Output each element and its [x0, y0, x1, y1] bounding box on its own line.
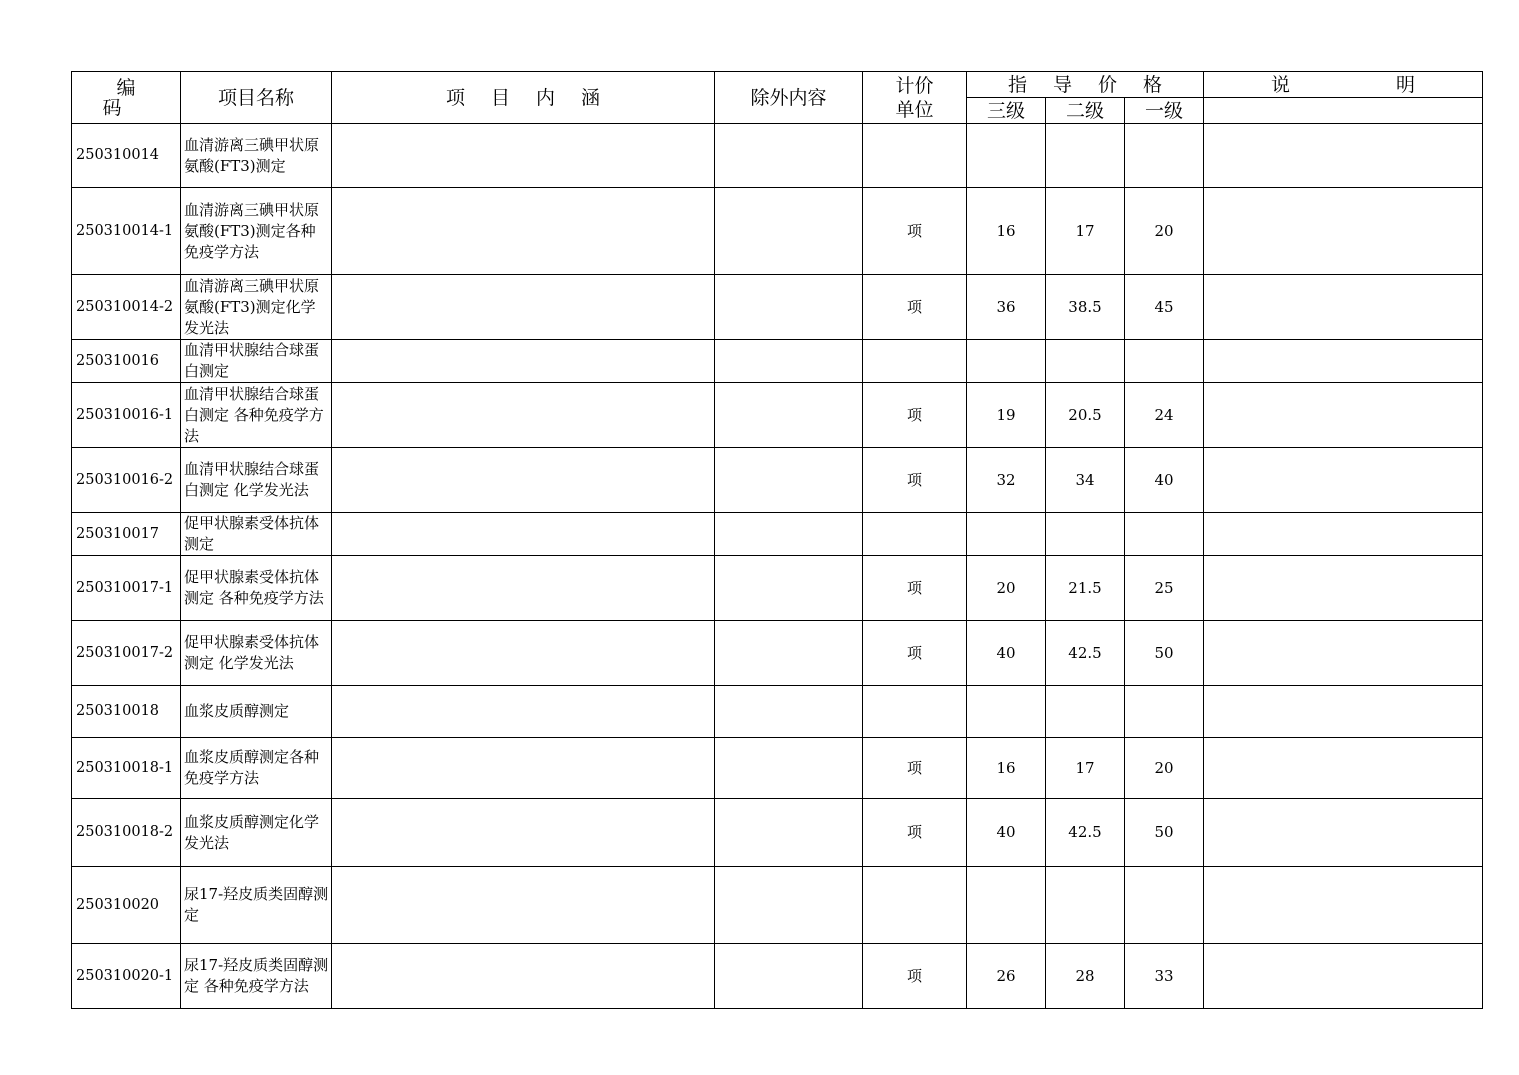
cell-code: 250310014-1	[72, 188, 181, 275]
cell-p2: 38.5	[1046, 275, 1125, 340]
cell-unit: 项	[863, 383, 967, 448]
cell-p1: 20	[1125, 188, 1204, 275]
cell-name: 血浆皮质醇测定各种免疫学方法	[181, 738, 332, 799]
cell-excluded	[715, 275, 863, 340]
cell-p2: 17	[1046, 738, 1125, 799]
cell-p2	[1046, 340, 1125, 383]
cell-code: 250310018-1	[72, 738, 181, 799]
table-row	[72, 556, 1483, 621]
cell-p1: 50	[1125, 799, 1204, 867]
cell-remark	[1204, 188, 1483, 275]
cell-p2: 42.5	[1046, 799, 1125, 867]
cell-p2	[1046, 513, 1125, 556]
cell-p3	[967, 867, 1046, 944]
cell-unit: 项	[863, 275, 967, 340]
cell-excluded	[715, 621, 863, 686]
cell-name: 尿17-羟皮质类固醇测定 各种免疫学方法	[181, 944, 332, 1009]
cell-content	[332, 188, 715, 275]
cell-p1: 40	[1125, 448, 1204, 513]
cell-remark	[1204, 383, 1483, 448]
header-unit-line1: 计价	[895, 74, 934, 97]
cell-p3: 40	[967, 799, 1046, 867]
cell-code: 250310014-2	[72, 275, 181, 340]
header-level1: 一级	[1125, 98, 1204, 124]
cell-name: 促甲状腺素受体抗体测定	[181, 513, 332, 556]
cell-excluded	[715, 188, 863, 275]
header-remark: 说 明	[1204, 72, 1483, 98]
cell-code: 250310016-1	[72, 383, 181, 448]
table-row	[72, 275, 1483, 340]
price-table	[71, 71, 1483, 1009]
cell-remark	[1204, 738, 1483, 799]
cell-content	[332, 124, 715, 188]
cell-p3: 20	[967, 556, 1046, 621]
cell-remark	[1204, 340, 1483, 383]
cell-p3	[967, 686, 1046, 738]
cell-unit: 项	[863, 944, 967, 1009]
cell-p1	[1125, 867, 1204, 944]
cell-p3	[967, 340, 1046, 383]
cell-excluded	[715, 799, 863, 867]
price-table-sheet	[71, 71, 1482, 1008]
cell-p1	[1125, 340, 1204, 383]
cell-p3: 32	[967, 448, 1046, 513]
cell-content	[332, 275, 715, 340]
cell-content	[332, 738, 715, 799]
cell-name: 促甲状腺素受体抗体测定 化学发光法	[181, 621, 332, 686]
cell-code: 250310017-1	[72, 556, 181, 621]
table-row	[72, 686, 1483, 738]
cell-excluded	[715, 738, 863, 799]
cell-unit	[863, 867, 967, 944]
cell-p1: 45	[1125, 275, 1204, 340]
cell-p3: 36	[967, 275, 1046, 340]
cell-p3: 19	[967, 383, 1046, 448]
cell-remark	[1204, 686, 1483, 738]
cell-name: 促甲状腺素受体抗体测定 各种免疫学方法	[181, 556, 332, 621]
cell-excluded	[715, 513, 863, 556]
cell-name: 血浆皮质醇测定化学发光法	[181, 799, 332, 867]
cell-code: 250310020-1	[72, 944, 181, 1009]
cell-code: 250310016-2	[72, 448, 181, 513]
cell-p1	[1125, 124, 1204, 188]
cell-p1: 33	[1125, 944, 1204, 1009]
cell-unit: 项	[863, 738, 967, 799]
cell-name: 尿17-羟皮质类固醇测定	[181, 867, 332, 944]
cell-code: 250310020	[72, 867, 181, 944]
cell-code: 250310017-2	[72, 621, 181, 686]
cell-unit	[863, 124, 967, 188]
cell-remark	[1204, 124, 1483, 188]
cell-name: 血清甲状腺结合球蛋白测定 各种免疫学方法	[181, 383, 332, 448]
table-row	[72, 867, 1483, 944]
cell-unit	[863, 340, 967, 383]
cell-remark	[1204, 556, 1483, 621]
cell-content	[332, 513, 715, 556]
cell-remark	[1204, 513, 1483, 556]
header-name: 项目名称	[181, 72, 332, 124]
cell-excluded	[715, 448, 863, 513]
cell-p3: 40	[967, 621, 1046, 686]
cell-code: 250310017	[72, 513, 181, 556]
table-row	[72, 738, 1483, 799]
cell-content	[332, 448, 715, 513]
cell-p2: 21.5	[1046, 556, 1125, 621]
cell-name: 血清甲状腺结合球蛋白测定	[181, 340, 332, 383]
cell-p2: 42.5	[1046, 621, 1125, 686]
cell-code: 250310014	[72, 124, 181, 188]
table-row	[72, 621, 1483, 686]
cell-excluded	[715, 556, 863, 621]
header-content: 项 目 内 涵	[332, 72, 715, 124]
cell-code: 250310018-2	[72, 799, 181, 867]
header-excluded: 除外内容	[715, 72, 863, 124]
header-code: 编 码	[72, 72, 181, 124]
cell-remark	[1204, 944, 1483, 1009]
cell-content	[332, 799, 715, 867]
cell-p3: 26	[967, 944, 1046, 1009]
cell-remark	[1204, 621, 1483, 686]
cell-p1: 25	[1125, 556, 1204, 621]
header-level2: 二级	[1046, 98, 1125, 124]
cell-name: 血清游离三碘甲状原氨酸(FT3)测定各种免疫学方法	[181, 188, 332, 275]
cell-p1: 50	[1125, 621, 1204, 686]
header-price-group: 指 导 价 格	[967, 72, 1204, 98]
header-unit	[863, 72, 967, 124]
cell-p2	[1046, 686, 1125, 738]
cell-excluded	[715, 340, 863, 383]
cell-name: 血清游离三碘甲状原氨酸(FT3)测定化学发光法	[181, 275, 332, 340]
table-row	[72, 448, 1483, 513]
table-row	[72, 513, 1483, 556]
cell-p2: 17	[1046, 188, 1125, 275]
cell-content	[332, 944, 715, 1009]
cell-remark	[1204, 867, 1483, 944]
cell-excluded	[715, 686, 863, 738]
cell-code: 250310016	[72, 340, 181, 383]
cell-unit: 项	[863, 556, 967, 621]
cell-p2: 28	[1046, 944, 1125, 1009]
cell-unit	[863, 686, 967, 738]
cell-p3	[967, 124, 1046, 188]
cell-content	[332, 621, 715, 686]
cell-p2: 34	[1046, 448, 1125, 513]
cell-unit: 项	[863, 188, 967, 275]
cell-p1	[1125, 513, 1204, 556]
cell-p3	[967, 513, 1046, 556]
cell-p2	[1046, 124, 1125, 188]
cell-p2	[1046, 867, 1125, 944]
cell-unit: 项	[863, 621, 967, 686]
cell-remark	[1204, 799, 1483, 867]
cell-name: 血清游离三碘甲状原氨酸(FT3)测定	[181, 124, 332, 188]
cell-content	[332, 556, 715, 621]
cell-remark	[1204, 448, 1483, 513]
cell-code: 250310018	[72, 686, 181, 738]
cell-unit: 项	[863, 448, 967, 513]
cell-remark	[1204, 275, 1483, 340]
cell-content	[332, 340, 715, 383]
table-row	[72, 383, 1483, 448]
header-unit-line2: 单位	[895, 98, 934, 121]
cell-p3: 16	[967, 738, 1046, 799]
cell-p1: 24	[1125, 383, 1204, 448]
header-remark-blank	[1204, 98, 1483, 124]
cell-excluded	[715, 383, 863, 448]
cell-name: 血浆皮质醇测定	[181, 686, 332, 738]
cell-name: 血清甲状腺结合球蛋白测定 化学发光法	[181, 448, 332, 513]
cell-content	[332, 686, 715, 738]
table-row	[72, 124, 1483, 188]
table-row	[72, 340, 1483, 383]
cell-unit: 项	[863, 799, 967, 867]
cell-content	[332, 383, 715, 448]
cell-excluded	[715, 944, 863, 1009]
cell-p2: 20.5	[1046, 383, 1125, 448]
cell-p1	[1125, 686, 1204, 738]
cell-p1: 20	[1125, 738, 1204, 799]
cell-excluded	[715, 867, 863, 944]
cell-p3: 16	[967, 188, 1046, 275]
table-row	[72, 188, 1483, 275]
cell-content	[332, 867, 715, 944]
cell-excluded	[715, 124, 863, 188]
table-row	[72, 799, 1483, 867]
header-level3: 三级	[967, 98, 1046, 124]
cell-unit	[863, 513, 967, 556]
table-row	[72, 944, 1483, 1009]
